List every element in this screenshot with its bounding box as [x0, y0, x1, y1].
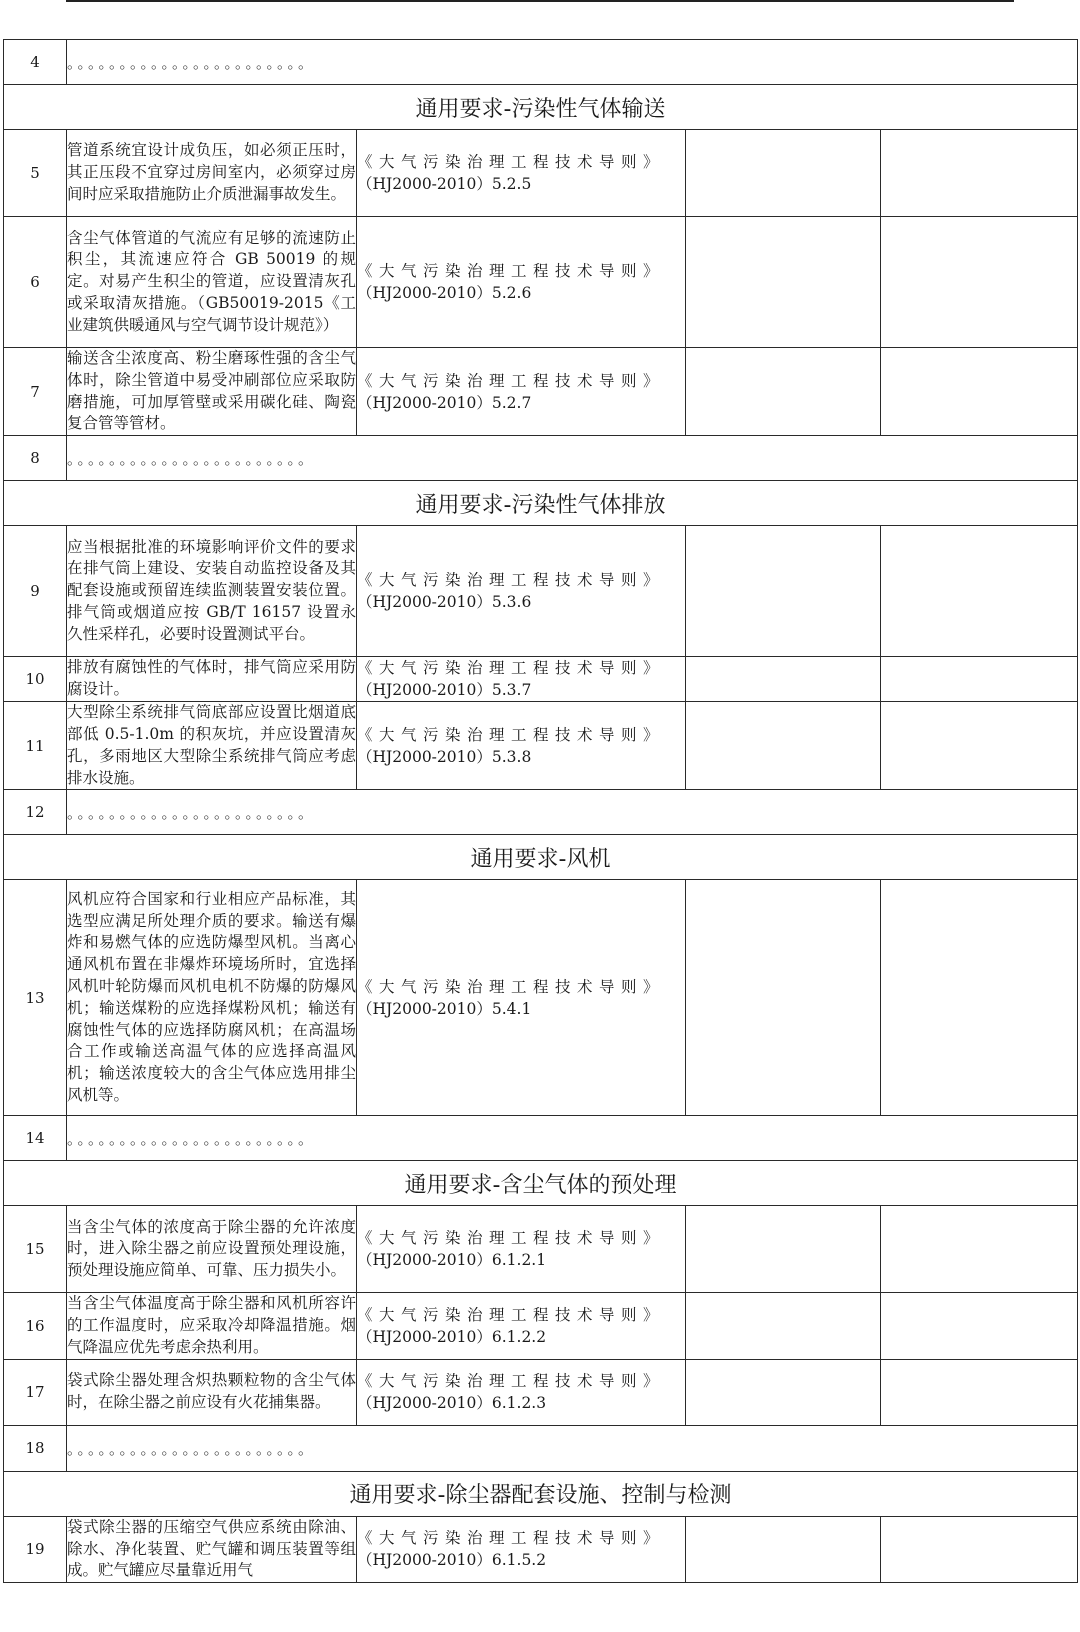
basis-cell: [357, 1516, 686, 1582]
basis-code: （HJ2000-2010）6.1.2.3: [357, 1394, 547, 1413]
basis-cell: [357, 1359, 686, 1425]
row-number: 8: [4, 436, 67, 481]
basis-code: （HJ2000-2010）5.3.7: [357, 681, 532, 700]
row-number: 5: [4, 130, 67, 217]
table-row: [4, 657, 1078, 702]
basis-cell: [357, 348, 686, 436]
basis-cell: [357, 1206, 686, 1293]
basis-code: （HJ2000-2010）6.1.5.2: [357, 1551, 547, 1570]
empty-cell: [686, 1516, 881, 1582]
empty-cell: [881, 1516, 1078, 1582]
basis-title: 《大气污染治理工程技术导则》: [357, 153, 666, 171]
basis-cell: [357, 1293, 686, 1359]
basis-code: （HJ2000-2010）5.2.7: [357, 393, 532, 412]
section-header-row: [4, 835, 1078, 880]
empty-cell: [881, 1359, 1078, 1425]
empty-cell: [686, 1359, 881, 1425]
empty-cell: [686, 526, 881, 657]
omitted-content: 。。。。。。。。。。。。。。。。。。。。。。。: [67, 40, 1078, 85]
basis-title: 《大气污染治理工程技术导则》: [357, 725, 666, 744]
empty-cell: [881, 657, 1078, 702]
basis-code: （HJ2000-2010）6.1.2.1: [357, 1251, 547, 1270]
row-number: 11: [4, 702, 67, 790]
basis-title: 《大气污染治理工程技术导则》: [357, 1229, 666, 1248]
requirement-text: 管道系统宜设计成负压，如必须正压时，其正压段不宜穿过房间室内，必须穿过房间时应采取措施防止介质泄漏事故发生。: [67, 130, 357, 217]
table-row: [4, 40, 1078, 85]
table-row: [4, 1425, 1078, 1471]
basis-code: （HJ2000-2010）5.3.6: [357, 593, 532, 612]
compliance-checklist-table: [3, 39, 1078, 1583]
section-title: 通用要求-污染性气体输送: [415, 96, 666, 122]
omitted-content: 。。。。。。。。。。。。。。。。。。。。。。。: [67, 790, 1078, 835]
row-number: 12: [4, 790, 67, 835]
row-number: 15: [4, 1206, 67, 1293]
basis-cell: [357, 702, 686, 790]
section-title: 通用要求-污染性气体排放: [415, 492, 666, 518]
basis-code: （HJ2000-2010）5.4.1: [357, 999, 532, 1018]
row-number: 9: [4, 526, 67, 657]
row-number: 17: [4, 1359, 67, 1425]
empty-cell: [686, 348, 881, 436]
requirement-text: 输送含尘浓度高、粉尘磨琢性强的含尘气体时，除尘管道中易受冲刷部位应采取防磨措施，可加厚管壁或采用碳化硅、陶瓷复合管等管材。: [67, 348, 357, 436]
section-title: 通用要求-含尘气体的预处理: [404, 1172, 677, 1198]
row-number: 19: [4, 1516, 67, 1582]
empty-cell: [881, 526, 1078, 657]
table-row: [4, 348, 1078, 436]
table-row: [4, 526, 1078, 657]
empty-cell: [881, 1206, 1078, 1293]
section-title: 通用要求-除尘器配套设施、控制与检测: [349, 1483, 732, 1509]
basis-title: 《大气污染治理工程技术导则》: [357, 571, 666, 590]
empty-cell: [686, 702, 881, 790]
section-header-row: [4, 85, 1078, 130]
row-number: 14: [4, 1116, 67, 1161]
page-top-rule: [66, 0, 1014, 2]
row-number: 10: [4, 657, 67, 702]
empty-cell: [881, 217, 1078, 348]
basis-cell: [357, 217, 686, 348]
empty-cell: [686, 1293, 881, 1359]
basis-title: 《大气污染治理工程技术导则》: [357, 1372, 666, 1391]
table-row: [4, 217, 1078, 348]
basis-cell: [357, 130, 686, 217]
omitted-content: 。。。。。。。。。。。。。。。。。。。。。。。: [67, 1116, 1078, 1161]
basis-code: （HJ2000-2010）5.2.5: [357, 175, 532, 193]
row-number: 7: [4, 348, 67, 436]
table-row: [4, 1206, 1078, 1293]
empty-cell: [881, 880, 1078, 1116]
section-header-row: [4, 481, 1078, 526]
table-row: [4, 880, 1078, 1116]
row-number: 4: [4, 40, 67, 85]
table-row: [4, 790, 1078, 835]
table-row: [4, 1116, 1078, 1161]
row-number: 6: [4, 217, 67, 348]
requirement-text: 大型除尘系统排气筒底部应设置比烟道底部低 0.5-1.0m 的积灰坑，并应设置清灰孔，多雨地区大型除尘系统排气筒应考虑排水设施。: [67, 702, 357, 790]
section-header-row: [4, 1161, 1078, 1206]
empty-cell: [881, 130, 1078, 217]
requirement-text: 含尘气体管道的气流应有足够的流速防止积尘，其流速应符合 GB 50019 的规定。对易产生积尘的管道，应设置清灰孔或采取清灰措施。（GB50019-2015《工业建筑供暖通风与空气调节设计规范》）: [67, 217, 357, 348]
basis-code: （HJ2000-2010）5.3.8: [357, 747, 532, 766]
basis-cell: [357, 880, 686, 1116]
empty-cell: [881, 702, 1078, 790]
basis-title: 《大气污染治理工程技术导则》: [357, 1529, 666, 1548]
row-number: 16: [4, 1293, 67, 1359]
table-row: [4, 1359, 1078, 1425]
basis-title: 《大气污染治理工程技术导则》: [357, 977, 666, 996]
basis-title: 《大气污染治理工程技术导则》: [357, 371, 666, 390]
empty-cell: [881, 1293, 1078, 1359]
table-row: [4, 1293, 1078, 1359]
basis-code: （HJ2000-2010）6.1.2.2: [357, 1328, 547, 1347]
basis-title: 《大气污染治理工程技术导则》: [357, 1306, 666, 1325]
requirement-text: 排放有腐蚀性的气体时，排气筒应采用防腐设计。: [67, 657, 357, 702]
requirement-text: 袋式除尘器的压缩空气供应系统由除油、除水、净化装置、贮气罐和调压装置等组成。贮气罐应尽量靠近用气: [67, 1516, 357, 1582]
omitted-content: 。。。。。。。。。。。。。。。。。。。。。。。: [67, 1425, 1078, 1471]
empty-cell: [881, 348, 1078, 436]
requirement-text: 应当根据批准的环境影响评价文件的要求在排气筒上建设、安装自动监控设备及其配套设施或预留连续监测装置安装位置。排气筒或烟道应按 GB/T 16157 设置永久性采样孔，必要时设置测试平台。: [67, 526, 357, 657]
requirement-text: 当含尘气体的浓度高于除尘器的允许浓度时，进入除尘器之前应设置预处理设施，预处理设施应简单、可靠、压力损失小。: [67, 1206, 357, 1293]
basis-code: （HJ2000-2010）5.2.6: [357, 284, 532, 302]
requirement-text: 袋式除尘器处理含炽热颗粒物的含尘气体时，在除尘器之前应设有火花捕集器。: [67, 1359, 357, 1425]
table-row: [4, 702, 1078, 790]
table-row: [4, 1516, 1078, 1582]
omitted-content: 。。。。。。。。。。。。。。。。。。。。。。。: [67, 436, 1078, 481]
table-row: [4, 130, 1078, 217]
basis-cell: [357, 657, 686, 702]
section-title: 通用要求-风机: [470, 846, 611, 872]
table-row: [4, 436, 1078, 481]
empty-cell: [686, 130, 881, 217]
requirement-text: 当含尘气体温度高于除尘器和风机所容许的工作温度时，应采取冷却降温措施。烟气降温应优先考虑余热利用。: [67, 1293, 357, 1359]
row-number: 18: [4, 1425, 67, 1471]
empty-cell: [686, 217, 881, 348]
section-header-row: [4, 1471, 1078, 1516]
basis-title: 《大气污染治理工程技术导则》: [357, 262, 666, 280]
empty-cell: [686, 657, 881, 702]
requirement-text: 风机应符合国家和行业相应产品标准，其选型应满足所处理介质的要求。输送有爆炸和易燃气体的应选防爆型风机。当离心通风机布置在非爆炸环境场所时，宜选择风机叶轮防爆而风机电机不防爆的防爆风机；输送煤粉的应选择煤粉风机；输送有腐蚀性气体的应选择防腐风机；在高温场合工作或输送高温气体的应选择高温风机；输送浓度较大的含尘气体应选用排尘风机等。: [67, 880, 357, 1116]
basis-cell: [357, 526, 686, 657]
empty-cell: [686, 1206, 881, 1293]
row-number: 13: [4, 880, 67, 1116]
empty-cell: [686, 880, 881, 1116]
basis-title: 《大气污染治理工程技术导则》: [357, 659, 666, 678]
